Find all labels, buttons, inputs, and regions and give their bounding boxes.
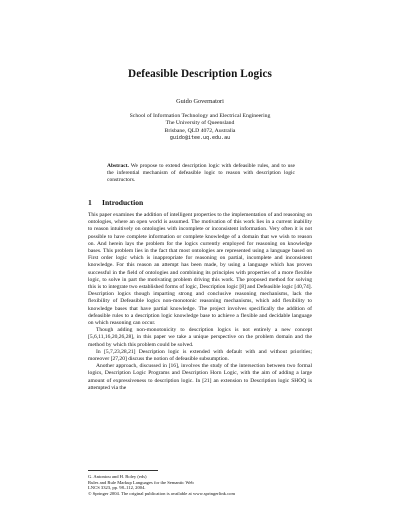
affiliation-line: The University of Queensland bbox=[165, 120, 235, 127]
publication-footer bbox=[88, 474, 312, 496]
affiliation-line: School of Information Technology and Electrical Engineering bbox=[129, 113, 271, 119]
abstract bbox=[107, 163, 295, 184]
abstract-label: Abstract. bbox=[107, 163, 129, 169]
footer-line: LNCS 3323, pp. 98–112, 2004. bbox=[88, 485, 146, 491]
affiliation-line: Brisbane, QLD 4072, Australia bbox=[164, 127, 236, 134]
paragraph: Though adding non-monotonicity to description logics is not entirely a new concept [5,6,11,16,20,26,28], in this paper we take a unique perspective on the problem domain and the method by which this problem could be solved. bbox=[88, 327, 312, 348]
paragraph: In [5,7,23,28,21] Description logic is extended with default with and without priorities; moreover [27,20] discuss the notion of defeasible subsumption. bbox=[88, 348, 312, 363]
author-email: guido@itee.uq.edu.au bbox=[169, 135, 231, 142]
footnote-rule bbox=[88, 470, 158, 471]
author-name: Guido Governatori bbox=[176, 98, 224, 105]
body-text bbox=[88, 212, 312, 392]
affiliation-block bbox=[0, 113, 400, 143]
paragraph: Another approach, discussed in [16], involves the study of the intersection between two formal logics, Description Logic Programs and Description Horn Logic, with the aim of adding a large amount of expressiveness to description logic. In [21] an extension to Description logic SHOQ is attempted via the bbox=[88, 363, 312, 391]
paragraph: This paper examines the addition of intelligent properties to the implementation of and reasoning on ontologies, where an open world is assumed. The motivation of this work lies in a current inability to reason intuitively on ontologies with incomplete or inconsistent information. Very often it is not possible to have complete information or complete knowledge of a domain that we wish to reason on. And herein lays the problem for the logics currently employed for reasoning on knowledge bases. This problem lies in the fact that most ontologies are represented using a language based on First order logic which is inappropriate for reasoning on partial, incomplete and inconsistent knowledge. For this reason an attempt has been made, by using a language which has proven successful in the field of ontologies and combining its principles with properties of a more flexible logic, to solve in part the motivating problem driving this work. The proposed method for solving this is to integrate two established forms of logic, Description logic [8] and Defeasible logic [40,74]. Description logics though imparting strong and conclusive reasoning mechanisms, lack the flexibility of Defeasible logics non-monotonic reasoning mechanisms, which add flexibility to knowledge bases that have partial knowledge. The project involves specifically the addition of defeasible rules to a description logic knowledge base to achieve a flexible and decidable language on which reasoning can occur. bbox=[88, 212, 312, 327]
footer-line: G. Antoniou and H. Boley (eds) bbox=[88, 474, 147, 479]
footer-line: © Springer 2004. The original publication is available at www.springerlink.com bbox=[88, 490, 236, 496]
section-number: 1 bbox=[88, 198, 92, 207]
section-heading bbox=[88, 198, 143, 207]
footer-line: Rules and Rule Markup Languages for the Semantic Web bbox=[88, 479, 194, 485]
abstract-text: We propose to extend description logic with defeasible rules, and to use the inferential mechanism of defeasible logic to reason with description logic constructors. bbox=[107, 163, 295, 183]
paper-title: Defeasible Description Logics bbox=[128, 68, 272, 80]
section-title: Introduction bbox=[102, 198, 144, 207]
